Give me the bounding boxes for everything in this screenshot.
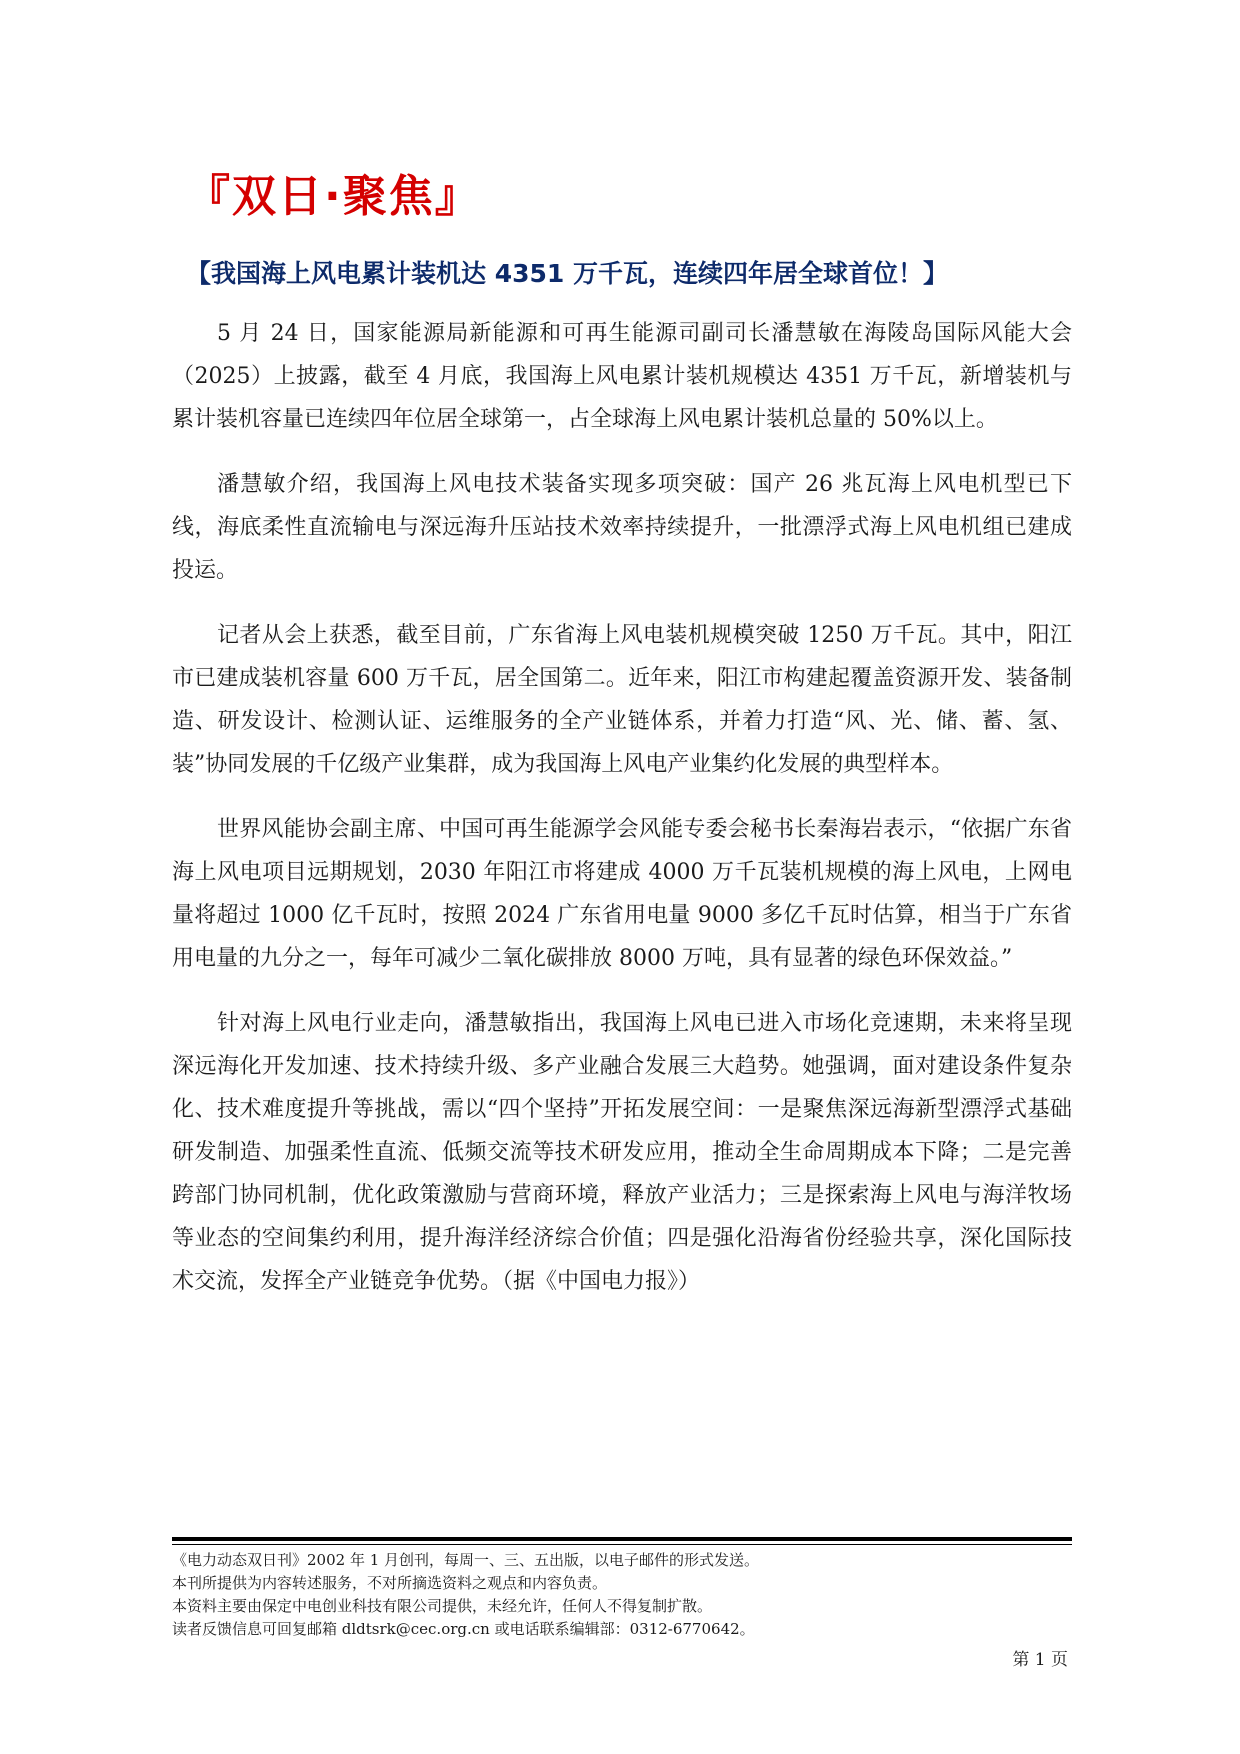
article-body xyxy=(172,312,1072,1325)
article-paragraph: 5 月 24 日，国家能源局新能源和可再生能源司副司长潘慧敏在海陵岛国际风能大会（2025）上披露，截至 4 月底，我国海上风电累计装机规模达 4351 万千瓦，新增装机与累计装机容量已连续四年位居全球第一，占全球海上风电累计装机总量的 50%以上。 xyxy=(172,321,1072,432)
footer-notes xyxy=(172,1549,1072,1641)
article-paragraph: 针对海上风电行业走向，潘慧敏指出，我国海上风电已进入市场化竞速期，未来将呈现深远海化开发加速、技术持续升级、多产业融合发展三大趋势。她强调，面对建设条件复杂化、技术难度提升等挑战，需以“四个坚持”开拓发展空间：一是聚焦深远海新型漂浮式基础研发制造、加强柔性直流、低频交流等技术研发应用，推动全生命周期成本下降；二是完善跨部门协同机制，优化政策激励与营商环境，释放产业活力；三是探索海上风电与海洋牧场等业态的空间集约利用，提升海洋经济综合价值；四是强化沿海省份经验共享，深化国际技术交流，发挥全产业链竞争优势。（据《中国电力报》） xyxy=(172,1011,1072,1294)
page-footer xyxy=(172,1537,1072,1641)
footer-line-copyright: 本资料主要由保定中电创业科技有限公司提供，未经允许，任何人不得复制扩散。 xyxy=(172,1597,713,1615)
page-number: 第 1 页 xyxy=(1012,1650,1068,1670)
footer-divider-thin xyxy=(172,1544,1072,1545)
footer-divider-thick xyxy=(172,1537,1072,1541)
article-paragraph: 世界风能协会副主席、中国可再生能源学会风能专委会秘书长秦海岩表示，“依据广东省海上风电项目远期规划，2030 年阳江市将建成 4000 万千瓦装机规模的海上风电，上网电量将超过 1000 亿千瓦时，按照 2024 广东省用电量 9000 多亿千瓦时估算，相当于广东省用电量的九分之一，每年可减少二氧化碳排放 8000 万吨，具有显著的绿色环保效益。” xyxy=(172,817,1072,971)
article-paragraph: 潘慧敏介绍，我国海上风电技术装备实现多项突破：国产 26 兆瓦海上风电机型已下线，海底柔性直流输电与深远海升压站技术效率持续提升，一批漂浮式海上风电机组已建成投运。 xyxy=(172,472,1072,583)
footer-line-disclaimer: 本刊所提供为内容转述服务，不对所摘选资料之观点和内容负责。 xyxy=(172,1574,608,1592)
column-header: 『双日·聚焦』 xyxy=(186,171,481,222)
footer-line-publication: 《电力动态双日刊》2002 年 1 月创刊，每周一、三、五出版，以电子邮件的形式发送。 xyxy=(172,1551,760,1569)
article-paragraph: 记者从会上获悉，截至目前，广东省海上风电装机规模突破 1250 万千瓦。其中，阳江市已建成装机容量 600 万千瓦，居全国第二。近年来，阳江市构建起覆盖资源开发、装备制造、研发设计、检测认证、运维服务的全产业链体系，并着力打造“风、光、储、蓄、氢、装”协同发展的千亿级产业集群，成为我国海上风电产业集约化发展的典型样本。 xyxy=(172,623,1072,777)
article-headline: 【我国海上风电累计装机达 4351 万千瓦，连续四年居全球首位！】 xyxy=(186,259,948,288)
footer-line-contact: 读者反馈信息可回复邮箱 dldtsrk@cec.org.cn 或电话联系编辑部：0312-6770642。 xyxy=(172,1620,755,1638)
